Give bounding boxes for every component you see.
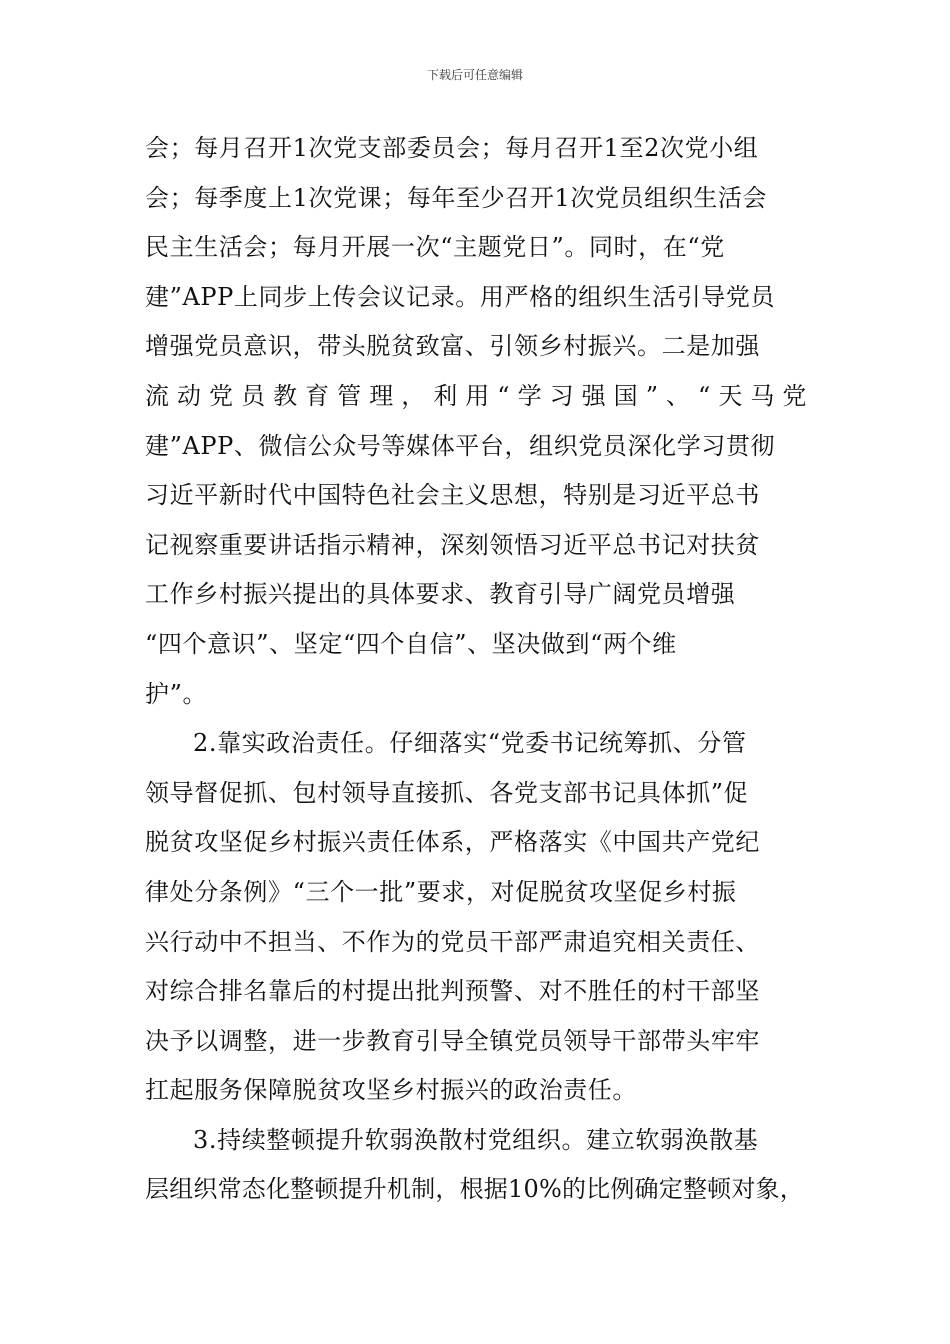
text-line: 2.靠实政治责任。仔细落实“党委书记统筹抓、分管 bbox=[193, 729, 747, 758]
text-line: 会；每季度上1次党课；每年至少召开1次党员组织生活会 bbox=[145, 183, 768, 212]
text-line: 3.持续整顿提升软弱涣散村党组织。建立软弱涣散基 bbox=[193, 1125, 759, 1154]
text-line: 民主生活会；每月开展一次“主题党日”。同时，在“党 bbox=[145, 233, 725, 262]
text-line: 决予以调整，进一步教育引导全镇党员领导干部带头牢牢 bbox=[145, 1026, 760, 1055]
text-line: 层组织常态化整顿提升机制，根据10%的比例确定整顿对象， bbox=[145, 1175, 804, 1204]
text-line: 护”。 bbox=[145, 679, 208, 708]
text-line: 兴行动中不担当、不作为的党员干部严肃追究相关责任、 bbox=[145, 927, 760, 956]
text-line: 律处分条例》“三个一批”要求，对促脱贫攻坚促乡村振 bbox=[145, 877, 737, 906]
text-line: 脱贫攻坚促乡村振兴责任体系，严格落实《中国共产党纪 bbox=[145, 828, 760, 857]
text-line: 对综合排名靠后的村提出批判预警、对不胜任的村干部坚 bbox=[145, 977, 760, 1006]
text-line: 领导督促抓、包村领导直接抓、各党支部书记具体抓”促 bbox=[145, 778, 749, 807]
text-line: 记视察重要讲话指示精神，深刻领悟习近平总书记对扶贫 bbox=[145, 530, 760, 559]
text-line: “四个意识”、坚定“四个自信”、坚决做到“两个维 bbox=[145, 629, 677, 658]
text-line: 习近平新时代中国特色社会主义思想，特别是习近平总书 bbox=[145, 481, 760, 510]
page-header: 下载后可任意编辑 bbox=[426, 68, 523, 82]
text-line: 增强党员意识，带头脱贫致富、引领乡村振兴。二是加强 bbox=[145, 332, 760, 361]
text-line: 会；每月召开1次党支部委员会；每月召开1至2次党小组 bbox=[145, 134, 759, 162]
text-line: 工作乡村振兴提出的具体要求、教育引导广阔党员增强 bbox=[145, 580, 736, 609]
text-line: 建”APP、微信公众号等媒体平台，组织党员深化学习贯彻 bbox=[145, 431, 776, 460]
text-line: 建”APP上同步上传会议记录。用严格的组织生活引导党员 bbox=[145, 282, 776, 311]
text-line: 流动党员教育管理，利用“学习强国”、“天马党 bbox=[145, 381, 807, 410]
document-body bbox=[145, 124, 807, 1215]
text-line: 扛起服务保障脱贫攻坚乡村振兴的政治责任。 bbox=[145, 1076, 637, 1105]
